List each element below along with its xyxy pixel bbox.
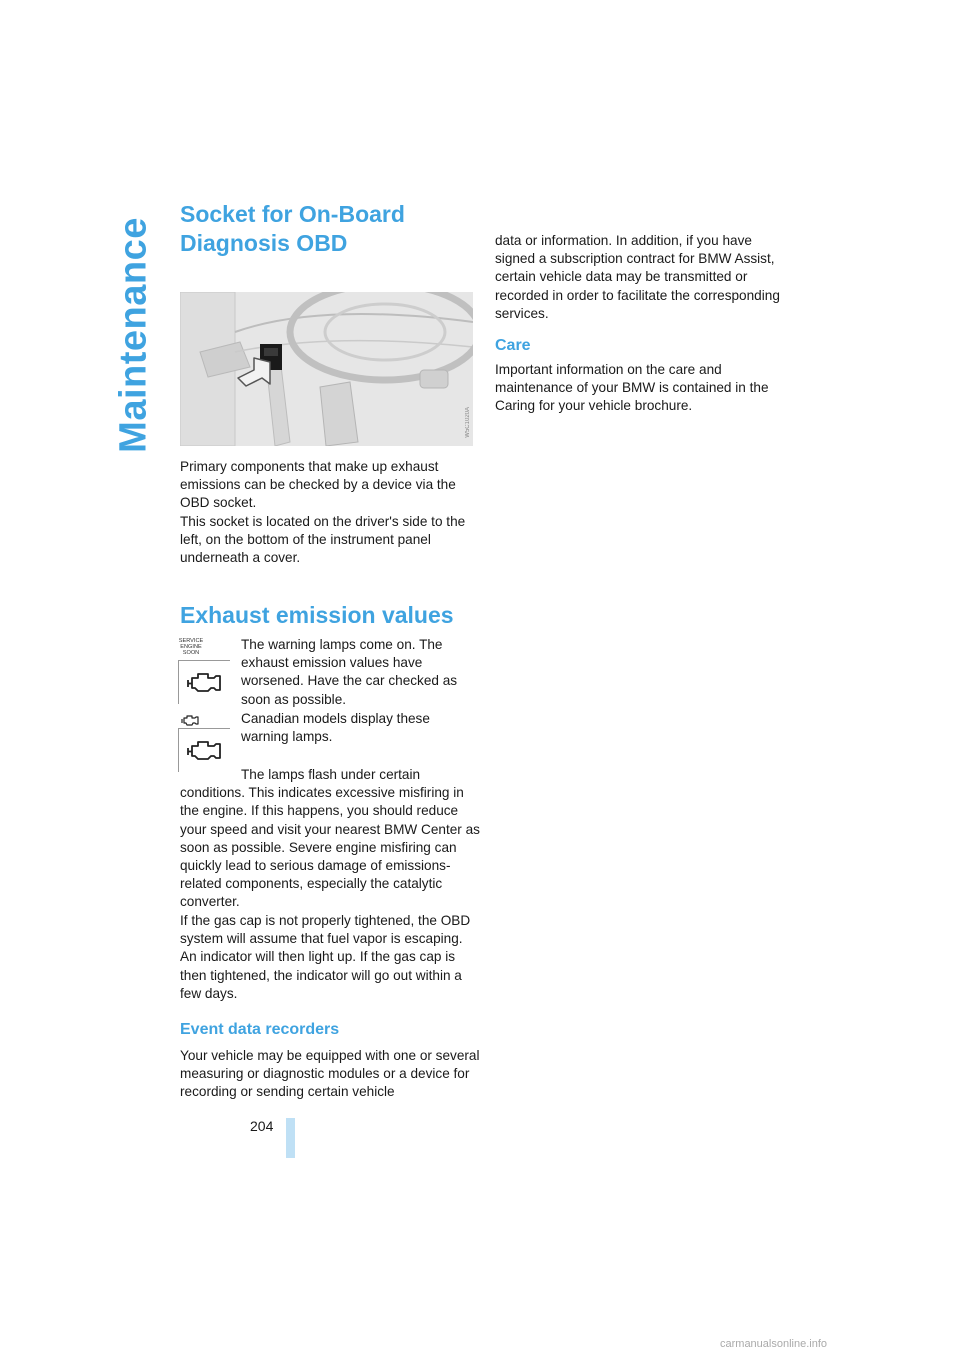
obd-socket-illustration (180, 292, 473, 446)
label-service: SERVICE (178, 638, 204, 644)
lamps-flash-text (180, 766, 482, 912)
obd-para-2: This socket is located on the driver's side to the left, on the bottom of the instrument panel underneath a cover. (180, 514, 466, 566)
figure-id: W5C1020A (465, 407, 471, 438)
check-engine-icon (178, 660, 230, 706)
event-data-text: Your vehicle may be equipped with one or several measuring or diagnostic modules or a device for recording or sending certain vehicle (180, 1048, 480, 1100)
care-heading: Care (495, 337, 531, 354)
section-tab-label: Maintenance (112, 217, 155, 453)
gas-cap-text: If the gas cap is not properly tightened, the OBD system will assume that fuel vapor is escaping. An indicator will then light up. If the gas cap is then tightened, the indicator will go out within a few days. (180, 913, 471, 1001)
service-engine-soon-lamp (178, 638, 230, 704)
page-number: 204 (250, 1118, 274, 1134)
obd-socket-figure (180, 292, 473, 446)
obd-heading-line2: Diagnosis OBD (180, 230, 348, 256)
canadian-models-text: Canadian models display these warning lamps. (241, 711, 430, 745)
service-engine-soon-label (178, 638, 204, 656)
event-data-text-continued: data or information. In addition, if you have signed a subscription contract for BMW Assist, certain vehicle data may be transmitted or recorded in order to facilitate the corresponding services. (495, 233, 780, 321)
obd-heading-line1: Socket for On-Board (180, 201, 405, 227)
obd-heading (180, 200, 480, 258)
section-tab (112, 215, 156, 455)
lamps-flash-content: The lamps flash under certain conditions. This indicates excessive misfiring in the engine. If this happens, you should reduce your speed and visit your nearest BMW Center as soon as possible. Severe engine misfiring can quickly lead to serious damage of emissions-related components, especially the catalytic converter. (180, 767, 480, 910)
event-data-heading: Event data recorders (180, 1021, 340, 1038)
warning-lamps-text: The warning lamps come on. The exhaust emission values have worsened. Have the car checked as soon as possible. (241, 637, 458, 707)
care-text: Important information on the care and maintenance of your BMW is contained in the Caring for your vehicle brochure. (495, 362, 769, 414)
label-engine: ENGINE (180, 644, 202, 650)
canadian-warning-lamps (178, 712, 230, 772)
watermark: carmanualsonline.info (720, 1338, 828, 1350)
exhaust-heading: Exhaust emission values (180, 602, 454, 628)
label-soon: SOON (182, 650, 200, 656)
page-marker-bar (286, 1118, 295, 1158)
small-check-engine-icon (180, 714, 202, 728)
obd-para-1: Primary components that make up exhaust emissions can be checked by a device via the OBD socket. (180, 459, 456, 511)
